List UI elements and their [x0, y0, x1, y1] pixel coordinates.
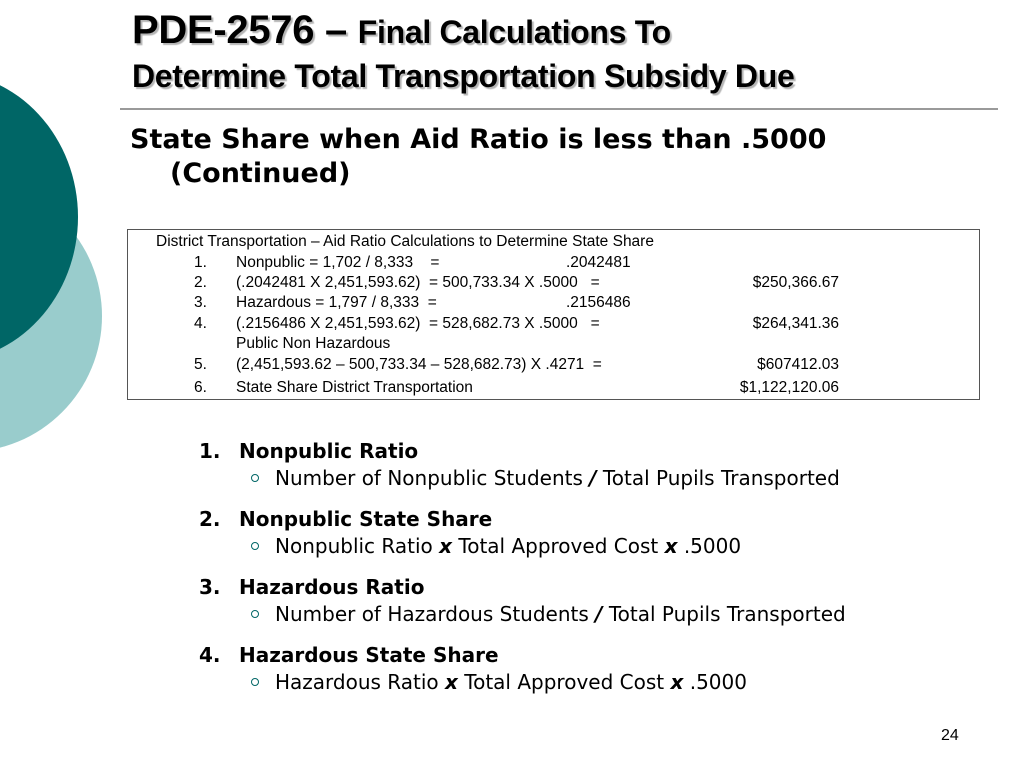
subheading-line2: (Continued) — [170, 158, 351, 189]
calc-row-value: $1,122,120.06 — [739, 379, 839, 396]
item-formula: Nonpublic Ratio x Total Approved Cost x .5000 — [275, 534, 742, 558]
calc-row-text: State Share District Transportation — [236, 379, 473, 396]
subheading-line1: State Share when Aid Ratio is less than .5000 — [130, 124, 827, 155]
calc-row-num: 5. — [194, 356, 207, 373]
hollow-bullet-icon — [251, 678, 259, 686]
calc-row-text: Hazardous = 1,797 / 8,333 = — [236, 294, 437, 311]
title-dash: – — [314, 8, 358, 52]
calc-row-num: 2. — [194, 274, 207, 291]
item-title: Nonpublic Ratio — [239, 439, 419, 463]
hollow-bullet-icon — [251, 474, 259, 482]
calc-row-value: $264,341.36 — [752, 315, 839, 332]
calc-row-num: 4. — [194, 315, 207, 332]
calc-row-value: $250,366.67 — [752, 274, 839, 291]
item-number: 4. — [199, 643, 221, 667]
calculation-box — [127, 229, 980, 400]
item-title: Hazardous State Share — [239, 643, 499, 667]
calc-row-text: Nonpublic = 1,702 / 8,333 = — [236, 254, 440, 271]
page-number: 24 — [941, 727, 959, 744]
item-number: 1. — [199, 439, 221, 463]
slide-title — [132, 8, 794, 98]
calc-row-num: 6. — [194, 379, 207, 396]
title-part2: Determine Total Transportation Subsidy Due — [132, 58, 795, 94]
calc-row-text: Public Non Hazardous — [236, 335, 391, 352]
item-formula: Number of Hazardous Students / Total Pupils Transported — [275, 602, 846, 626]
calc-row-text: (.2042481 X 2,451,593.62) = 500,733.34 X .5000 = — [236, 274, 600, 291]
calc-row-value: $607412.03 — [757, 356, 839, 373]
subheading — [130, 123, 990, 191]
item-title: Hazardous Ratio — [239, 575, 425, 599]
calc-row-value: .2042481 — [566, 254, 631, 271]
item-formula: Hazardous Ratio x Total Approved Cost x .5000 — [275, 670, 747, 694]
title-part1: Final Calculations To — [357, 14, 671, 50]
calc-row-value: .2156486 — [566, 294, 631, 311]
calc-row-text: (2,451,593.62 – 500,733.34 – 528,682.73) X .4271 = — [236, 356, 602, 373]
hollow-bullet-icon — [251, 542, 259, 550]
calc-row-num: 1. — [194, 254, 207, 271]
calc-row-num: 3. — [194, 294, 207, 311]
title-divider — [120, 108, 998, 110]
list-item — [199, 506, 999, 560]
item-title: Nonpublic State Share — [239, 507, 493, 531]
item-number: 2. — [199, 507, 221, 531]
calc-row-text: (.2156486 X 2,451,593.62) = 528,682.73 X .5000 = — [236, 315, 600, 332]
item-number: 3. — [199, 575, 221, 599]
formula-list — [199, 438, 999, 696]
hollow-bullet-icon — [251, 610, 259, 618]
list-item — [199, 574, 999, 628]
calc-heading: District Transportation – Aid Ratio Calculations to Determine State Share — [156, 233, 654, 250]
item-formula: Number of Nonpublic Students / Total Pupils Transported — [275, 466, 840, 490]
list-item — [199, 642, 999, 696]
list-item — [199, 438, 999, 492]
title-code: PDE-2576 — [132, 8, 315, 52]
